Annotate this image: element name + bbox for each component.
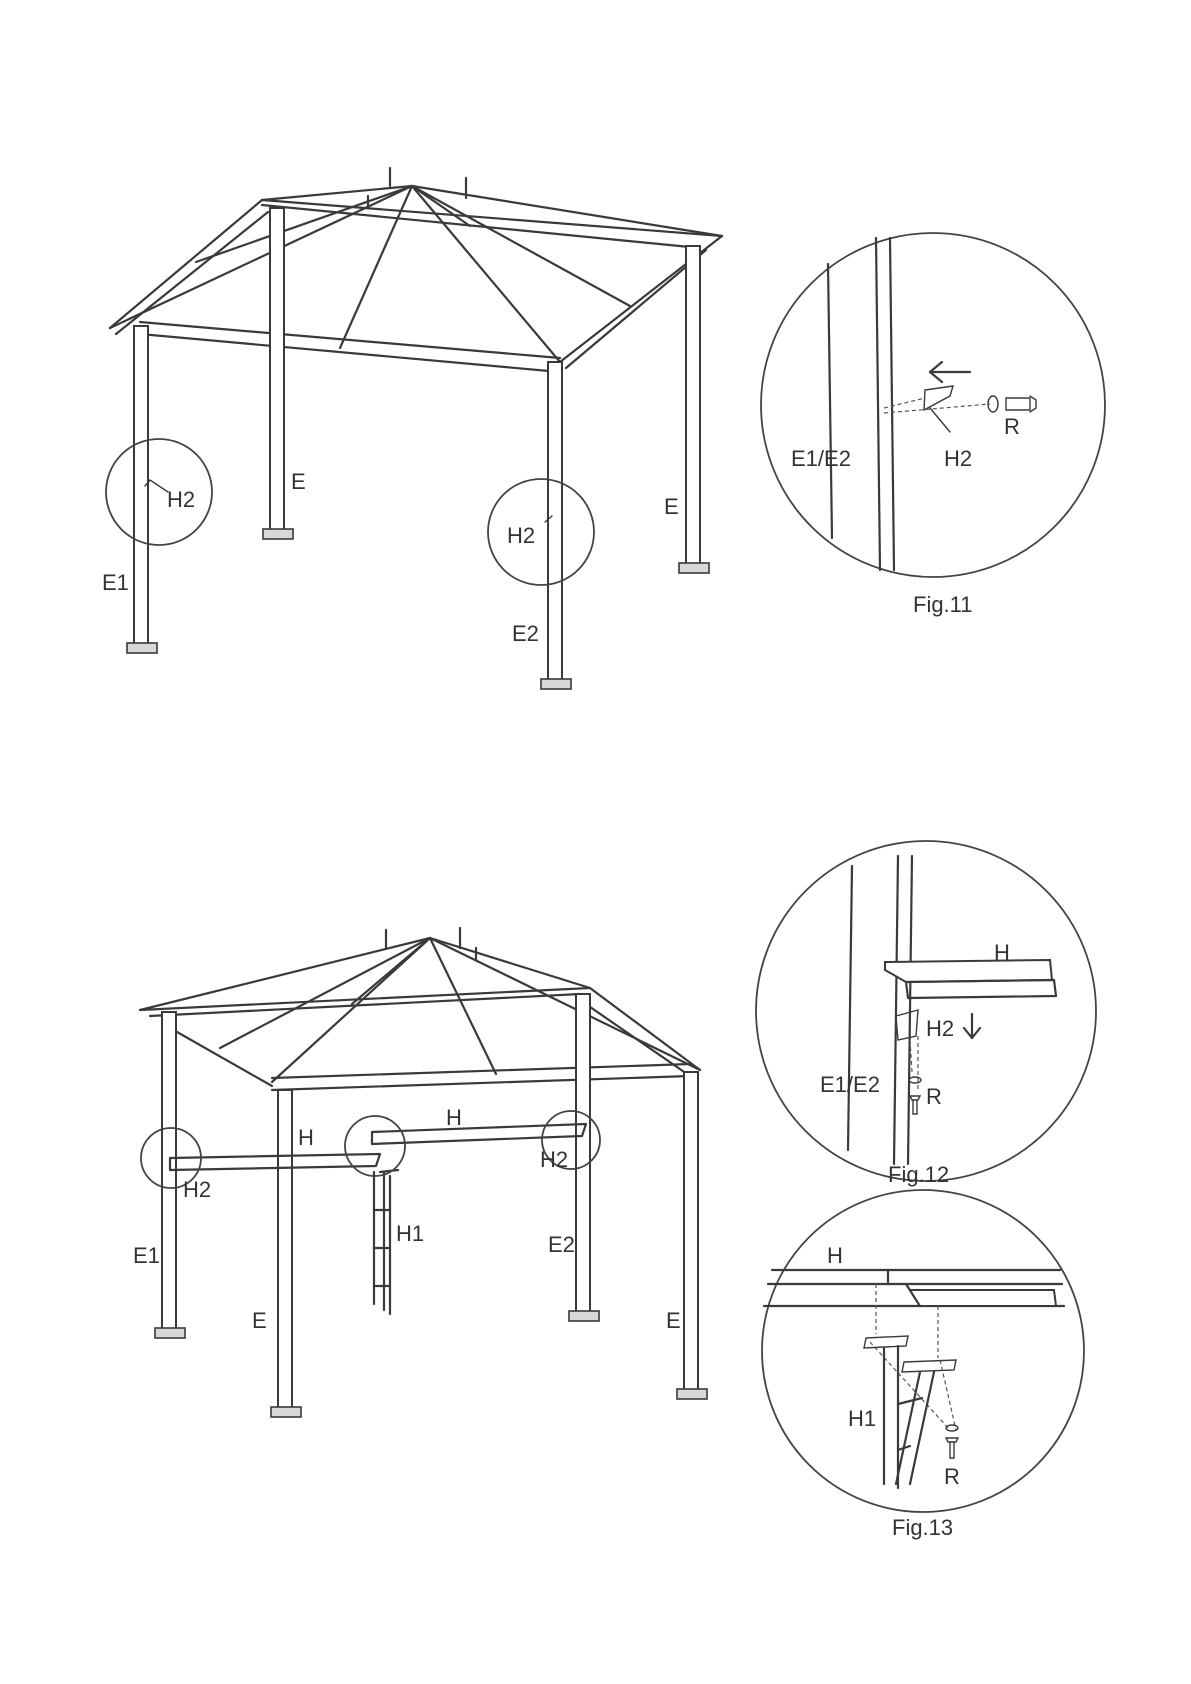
label-e2: E2 xyxy=(512,621,539,646)
label-e-right: E xyxy=(664,494,679,519)
fig11-label-r: R xyxy=(1004,414,1020,439)
fig11-label-e1e2: E1/E2 xyxy=(791,446,851,471)
fig12-label-r: R xyxy=(926,1084,942,1109)
label-h2-left: H2 xyxy=(167,487,196,512)
bottom-label-h1: H1 xyxy=(396,1221,425,1246)
bottom-label-h2-right: H2 xyxy=(540,1147,569,1172)
bottom-label-e-right: E xyxy=(666,1308,681,1333)
bottom-label-e-front: E xyxy=(252,1308,267,1333)
bottom-label-h-mid: H xyxy=(446,1105,462,1130)
fig13-detail xyxy=(762,1190,1084,1512)
label-e1: E1 xyxy=(102,570,129,595)
bottom-label-e2: E2 xyxy=(548,1232,575,1257)
fig13-caption: Fig.13 xyxy=(892,1515,954,1540)
fig12-label-e1e2: E1/E2 xyxy=(820,1072,880,1097)
fig12-label-h: H xyxy=(994,940,1010,965)
fig13-label-h: H xyxy=(827,1243,843,1268)
fig12-caption: Fig.12 xyxy=(888,1162,950,1187)
fig12-label-h2: H2 xyxy=(926,1016,955,1041)
detail-circle-right xyxy=(488,479,594,585)
detail-circle-left xyxy=(106,439,212,545)
fig11-caption: Fig.11 xyxy=(913,592,973,617)
label-h2-right: H2 xyxy=(507,523,536,548)
bottom-label-h-left: H xyxy=(298,1125,314,1150)
bottom-label-h2-left: H2 xyxy=(183,1177,212,1202)
fig11-detail xyxy=(761,233,1105,577)
fig11-label-h2: H2 xyxy=(944,446,973,471)
bottom-label-e1: E1 xyxy=(133,1243,160,1268)
bottom-gazebo-frame xyxy=(140,928,707,1417)
fig13-label-r: R xyxy=(944,1464,960,1489)
fig13-label-h1: H1 xyxy=(848,1406,877,1431)
top-gazebo-frame xyxy=(106,168,722,689)
fig12-detail xyxy=(756,841,1096,1181)
label-e-back-left: E xyxy=(291,469,306,494)
